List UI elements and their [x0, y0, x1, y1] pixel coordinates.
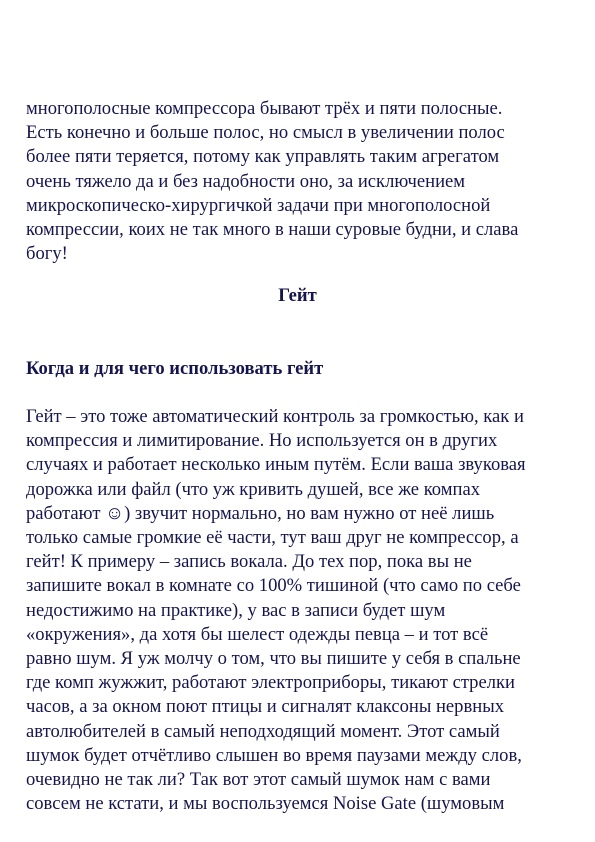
section-heading-gate: Гейт	[278, 285, 317, 306]
text-line: гейт! К примеру – запись вокала. До тех пор, пока вы не	[26, 551, 472, 573]
text-line: микроскопическо-хирургичкой задачи при многополосной	[26, 194, 491, 216]
text-line: совсем не кстати, и мы воспользуемся Noise Gate (шумовым	[26, 793, 505, 815]
text-line: компрессии, коих не так много в наши суровые будни, и слава	[26, 219, 519, 241]
text-line: только самые громкие её части, тут ваш друг не компрессор, а	[26, 527, 519, 549]
text-line: запишите вокал в комнате со 100% тишиной (что само по себе	[26, 575, 521, 597]
text-line: «окружения», да хотя бы шелест одежды певца – и тот всё	[26, 623, 489, 645]
text-line: Гейт – это тоже автоматический контроль за громкостью, как и	[26, 406, 524, 427]
subsection-heading-when-to-use-gate: Когда и для чего использовать гейт	[26, 358, 324, 379]
text-line: где комп жужжит, работают электроприборы, тикают стрелки	[26, 672, 515, 694]
text-line: дорожка или файл (что уж кривить душей, все же компах	[26, 478, 481, 500]
text-line: очевидно не так ли? Так вот этот самый шумок нам с вами	[26, 769, 491, 791]
text-line: компрессия и лимитирование. Но используется он в других	[26, 430, 498, 452]
text-line: шумок будет отчётливо слышен во время паузами между слов,	[26, 744, 522, 766]
text-line: многополосные компрессора бывают трёх и пяти полосные.	[26, 98, 503, 119]
text-line: более пяти теряется, потому как управлять таким агрегатом	[26, 146, 500, 168]
text-line: недостижимо на практике), у вас в записи будет шум	[26, 599, 446, 621]
text-line: работают ☺) звучит нормально, но вам нужно от неё лишь	[26, 502, 495, 524]
text-line: равно шум. Я уж молчу о том, что вы пишите у себя в спальне	[26, 648, 521, 670]
text-line: часов, а за окном поют птицы и сигналят клаксоны нервных	[26, 696, 504, 718]
text-line: очень тяжело да и без надобности оно, за исключением	[26, 170, 466, 192]
paragraph-multiband-compressors	[26, 97, 574, 266]
paragraph-gate-description	[26, 405, 574, 816]
text-line: автолюбителей в самый неподходящий момент. Этот самый	[26, 720, 500, 742]
text-line: богу!	[26, 243, 68, 265]
text-line: Есть конечно и больше полос, но смысл в увеличении полос	[26, 122, 505, 144]
text-line: случаях и работает несколько иным путём. Если ваша звуковая	[26, 454, 526, 476]
